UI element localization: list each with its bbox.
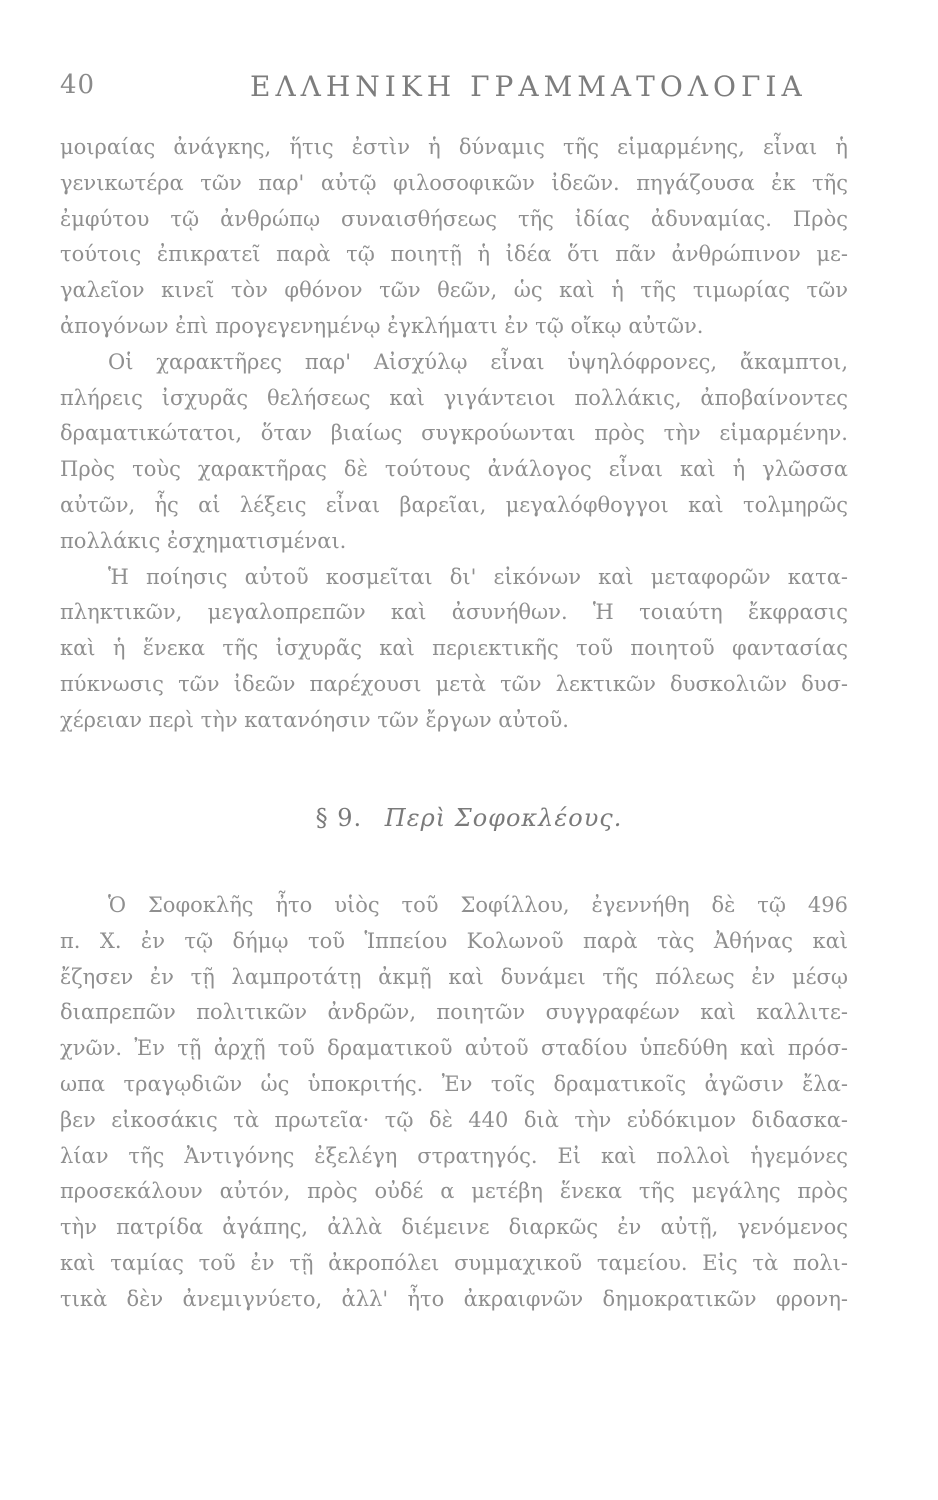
text-line: χέρειαν περὶ τὴν κατανόησιν τῶν ἔργων αὐτοῦ. [60, 707, 569, 732]
text-line: ἐμφύτου τῷ ἀνθρώπῳ συναισθήσεως τῆς ἰδίας ἀδυναμίας. Πρὸς [60, 206, 848, 231]
text-line: διαπρεπῶν πολιτικῶν ἀνδρῶν, ποιητῶν συγγραφέων καὶ καλλιτε- [60, 1000, 848, 1025]
text-line: Ἡ ποίησις αὐτοῦ κοσμεῖται δι' εἰκόνων καὶ μεταφορῶν κατα- [108, 564, 848, 589]
text-line: αὐτῶν, ἧς αἱ λέξεις εἶναι βαρεῖαι, μεγαλόφθογγοι καὶ τολμηρῶς [60, 492, 848, 517]
running-title: ΕΛΛΗΝΙΚΗ ΓΡΑΜΜΑΤΟΛΟΓΙΑ [250, 70, 807, 103]
running-head [60, 70, 890, 110]
text-line: δραματικώτατοι, ὅταν βιαίως συγκρούωνται πρὸς τὴν εἱμαρμένην. [60, 421, 848, 446]
text-line: ἔζησεν ἐν τῇ λαμπροτάτῃ ἀκμῇ καὶ δυνάμει τῆς πόλεως ἐν μέσῳ [60, 964, 848, 989]
text-line: π. Χ. ἐν τῷ δήμῳ τοῦ Ἱππείου Κολωνοῦ παρὰ τὰς Ἀθήνας καὶ [60, 928, 848, 953]
text-line: καὶ ἡ ἕνεκα τῆς ἰσχυρᾶς καὶ περιεκτικῆς τοῦ ποιητοῦ φαντασίας [60, 636, 848, 661]
paragraph-sophocles [60, 888, 848, 1318]
text-line: Οἱ χαρακτῆρες παρ' Αἰσχύλῳ εἶναι ὑψηλόφρονες, ἄκαμπτοι, [108, 349, 848, 374]
text-line: γενικωτέρα τῶν παρ' αὐτῷ φιλοσοφικῶν ἰδεῶν. πηγάζουσα ἐκ τῆς [60, 170, 848, 195]
text-line: πολλάκις ἐσχηματισμέναι. [60, 528, 347, 553]
text-line: μοιραίας ἀνάγκης, ἥτις ἐστὶν ἡ δύναμις τῆς εἱμαρμένης, εἶναι ἡ [60, 135, 848, 159]
text-line: Ὁ Σοφοκλῆς ἦτο υἱὸς τοῦ Σοφίλλου, ἐγεννήθη δὲ τῷ 496 [108, 893, 848, 917]
text-line: τικὰ δὲν ἀνεμιγνύετο, ἀλλ' ἦτο ἀκραιφνῶν δημοκρατικῶν φρονη- [60, 1286, 848, 1311]
paragraphs-aeschylus [60, 130, 848, 739]
text-line: τούτοις ἐπικρατεῖ παρὰ τῷ ποιητῇ ἡ ἰδέα ὅτι πᾶν ἀνθρώπινον με- [60, 242, 848, 267]
text-line: προσεκάλουν αὐτόν, πρὸς οὐδέ α μετέβη ἕνεκα τῆς μεγάλης πρὸς [60, 1179, 848, 1204]
text-line: πύκνωσις τῶν ἰδεῶν παρέχουσι μετὰ τῶν λεκτικῶν δυσκολιῶν δυσ- [60, 671, 848, 696]
text-line: Πρὸς τοὺς χαρακτῆρας δὲ τούτους ἀνάλογος εἶναι καὶ ἡ γλῶσσα [60, 457, 848, 482]
text-line: ωπα τραγῳδιῶν ὡς ὑποκριτής. Ἐν τοῖς δραματικοῖς ἀγῶσιν ἔλα- [60, 1071, 848, 1096]
section-number: § 9. [315, 804, 363, 832]
text-line: τὴν πατρίδα ἀγάπης, ἀλλὰ διέμεινε διαρκῶς ἐν αὐτῇ, γενόμενος [60, 1215, 848, 1240]
text-line: ἀπογόνων ἐπὶ προγεγενημένῳ ἐγκλήματι ἐν τῷ οἴκῳ αὐτῶν. [60, 313, 704, 338]
section-title: Περὶ Σοφοκλέους. [384, 804, 623, 832]
text-line: καὶ ταμίας τοῦ ἐν τῇ ἀκροπόλει συμμαχικοῦ ταμείου. Εἰς τὰ πολι- [60, 1250, 848, 1275]
text-line: γαλεῖον κινεῖ τὸν φθόνον τῶν θεῶν, ὡς καὶ ἡ τῆς τιμωρίας τῶν [60, 278, 848, 303]
text-line: χνῶν. Ἐν τῇ ἀρχῇ τοῦ δραματικοῦ αὐτοῦ σταδίου ὑπεδύθη καὶ πρόσ- [60, 1036, 848, 1061]
section-heading [0, 804, 938, 832]
text-line: λίαν τῆς Ἀντιγόνης ἐξελέγη στρατηγός. Εἰ καὶ πολλοὶ ἡγεμόνες [60, 1143, 848, 1168]
text-line: βεν εἰκοσάκις τὰ πρωτεῖα· τῷ δὲ 440 διὰ τὴν εὐδόκιμον διδασκα- [60, 1107, 848, 1132]
text-line: πλήρεις ἰσχυρᾶς θελήσεως καὶ γιγάντειοι πολλάκις, ἀποβαίνοντες [60, 385, 848, 410]
page-number: 40 [60, 70, 96, 100]
text-line: πληκτικῶν, μεγαλοπρεπῶν καὶ ἀσυνήθων. Ἡ τοιαύτη ἔκφρασις [60, 600, 848, 625]
